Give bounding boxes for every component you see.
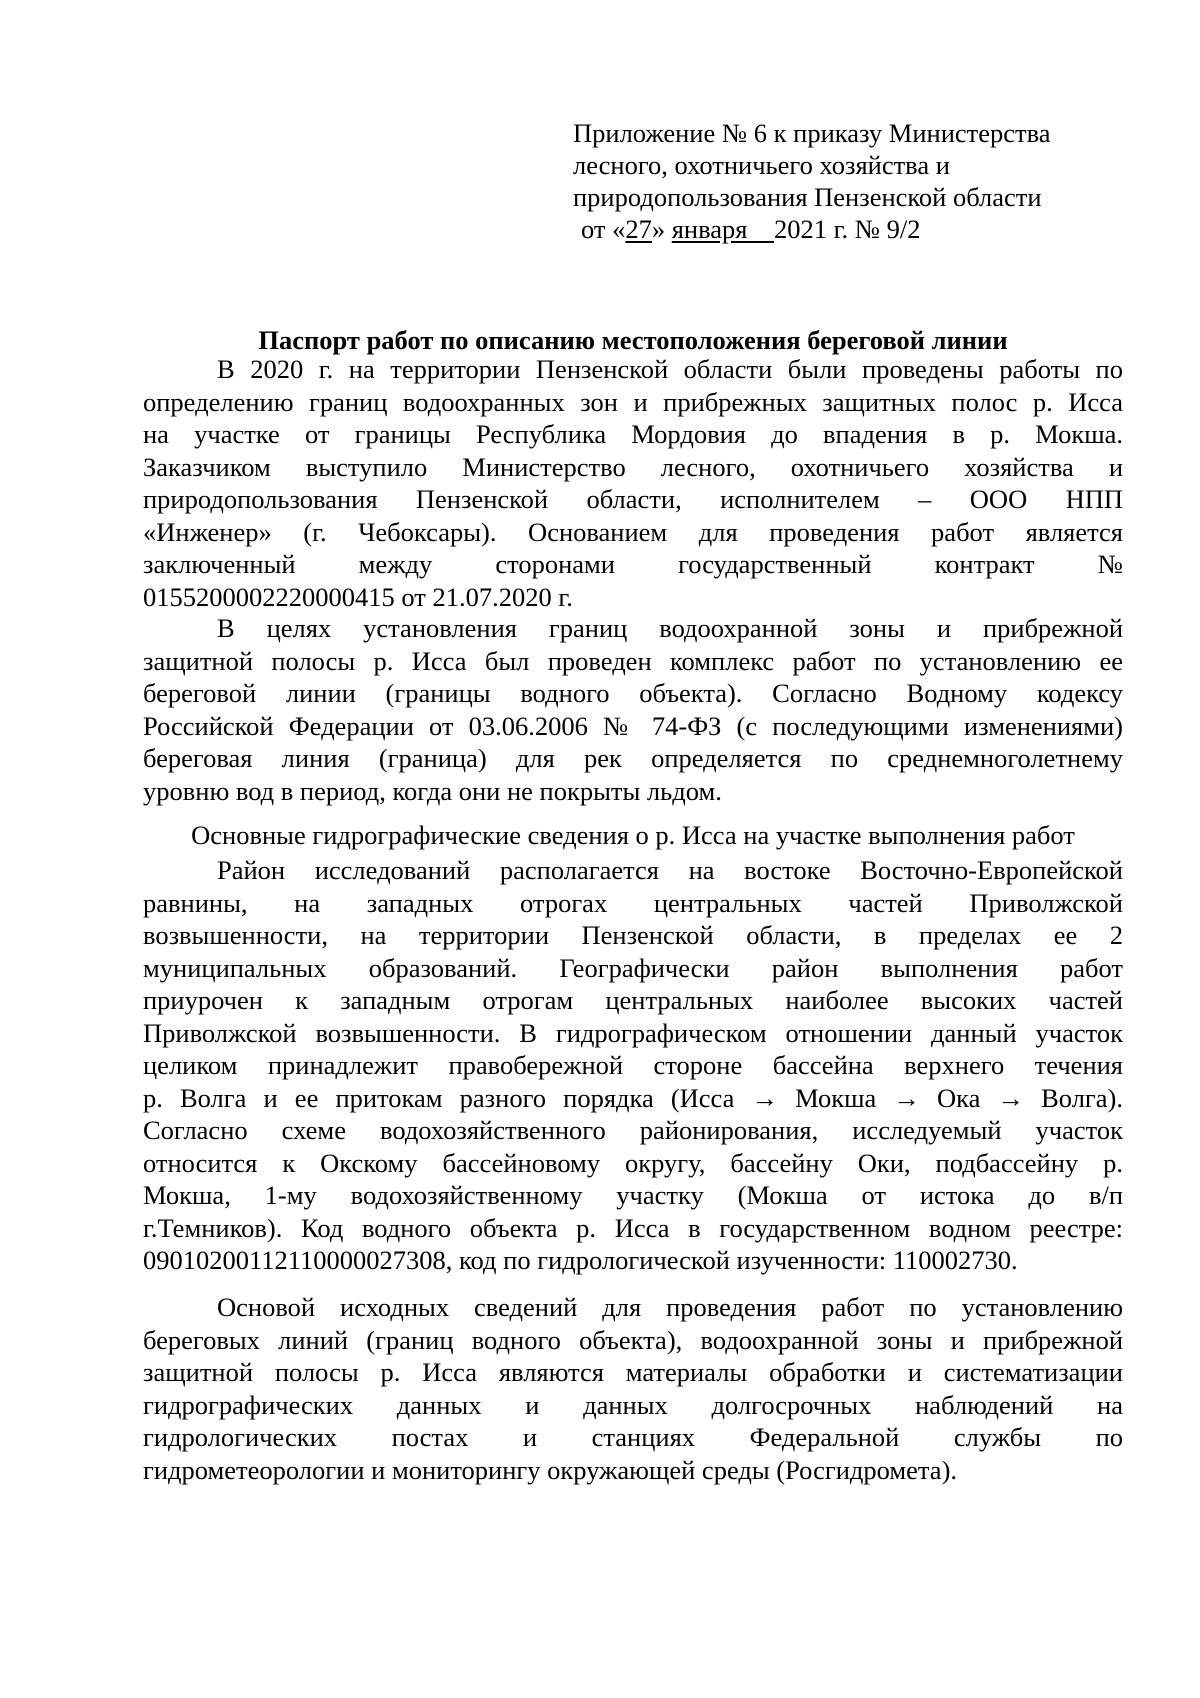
- text-line: береговой линии (границы водного объекта). Согласно Водному кодексу: [143, 678, 1123, 708]
- text-line: определению границ водоохранных зон и прибрежных защитных полос р. Исса: [143, 386, 1123, 417]
- text-line: 0155200002220000415 от 21.07.2020 г.: [143, 581, 573, 612]
- appendix-header: [573, 117, 1093, 245]
- text-line: уровню вод в период, когда они не покрыты льдом.: [143, 775, 722, 806]
- text-line: Район исследований располагается на востоке Восточно-Европейской: [217, 855, 1123, 885]
- paragraph-1: [143, 353, 1123, 613]
- text-line: на участке от границы Республика Мордовия до впадения в р. Мокша.: [143, 419, 1123, 449]
- text-line: Приволжской возвышенности. В гидрографическом отношении данный участок: [143, 1017, 1123, 1048]
- text-line: приурочен к западным отрогам центральных наиболее высоких частей: [143, 985, 1123, 1015]
- text-line: относится к Окскому бассейновому округу, бассейну Оки, подбассейну р.: [143, 1147, 1123, 1178]
- text-line: гидрометеорологии и мониторингу окружающей среды (Росгидромета).: [143, 1454, 958, 1485]
- text-line: целиком принадлежит правобережной стороне бассейна верхнего течения: [143, 1050, 1123, 1080]
- text-line: равнины, на западных отрогах центральных частей Приволжской: [143, 887, 1123, 918]
- text-line: 09010200112110000027308, код по гидрологической изученности: 110002730.: [143, 1245, 1018, 1275]
- text-line: гидрографических данных и данных долгосрочных наблюдений на: [143, 1389, 1123, 1420]
- text-line: природопользования Пензенской области, исполнителем – ООО НПП: [143, 484, 1123, 514]
- text-line: Мокша, 1-му водохозяйственному участку (Мокша от истока до в/п: [143, 1180, 1123, 1210]
- text-line: защитной полосы р. Исса был проведен комплекс работ по установлению ее: [143, 645, 1123, 676]
- appendix-line: природопользования Пензенской области: [573, 182, 1042, 212]
- appendix-date-line: [573, 213, 1093, 245]
- text-line: Основой исходных сведений для проведения работ по установлению: [217, 1292, 1123, 1322]
- section-heading: Основные гидрографические сведения о р. Исса на участке выполнения работ: [191, 820, 1075, 850]
- text-line: «Инженер» (г. Чебоксары). Основанием для проведения работ является: [143, 516, 1123, 547]
- text-line: береговая линия (граница) для рек определяется по среднемноголетнему: [143, 743, 1123, 773]
- date-day: 27: [625, 214, 652, 244]
- text-line: заключенный между сторонами государственный контракт №: [143, 549, 1123, 579]
- text-line: гидрологических постах и станциях Федеральной службы по: [143, 1422, 1123, 1452]
- date-suffix: 2021 г. № 9/2: [773, 214, 921, 244]
- date-month: января: [671, 214, 774, 244]
- text-line: В целях установления границ водоохранной зоны и прибрежной: [217, 613, 1123, 643]
- date-prefix: от «: [581, 214, 626, 244]
- text-line: г.Темников). Код водного объекта р. Исса в государственном водном реестре:: [143, 1212, 1123, 1243]
- text-line: муниципальных образований. Географически район выполнения работ: [143, 952, 1123, 983]
- text-line: Заказчиком выступило Министерство лесного, охотничьего хозяйства и: [143, 451, 1123, 482]
- date-separator: »: [651, 214, 672, 244]
- text-line: Согласно схеме водохозяйственного районирования, исследуемый участок: [143, 1115, 1123, 1145]
- text-line: возвышенности, на территории Пензенской области, в пределах ее 2: [143, 920, 1123, 950]
- text-line: В 2020 г. на территории Пензенской области были проведены работы по: [217, 354, 1123, 384]
- text-line: Российской Федерации от 03.06.2006 № 74-ФЗ (с последующими изменениями): [143, 710, 1123, 741]
- document-title: Паспорт работ по описанию местоположения береговой линии: [258, 325, 1008, 355]
- text-line: береговых линий (границ водного объекта), водоохранной зоны и прибрежной: [143, 1324, 1123, 1355]
- appendix-line: лесного, охотничьего хозяйства и: [573, 150, 950, 180]
- paragraph-4: [143, 1291, 1123, 1486]
- appendix-line: Приложение № 6 к приказу Министерства: [573, 118, 1051, 148]
- paragraph-3: [143, 854, 1123, 1277]
- text-line: защитной полосы р. Исса являются материалы обработки и систематизации: [143, 1357, 1123, 1387]
- text-line: р. Волга и ее притокам разного порядка (Исса → Мокша → Ока → Волга).: [143, 1082, 1123, 1113]
- paragraph-2: [143, 612, 1123, 807]
